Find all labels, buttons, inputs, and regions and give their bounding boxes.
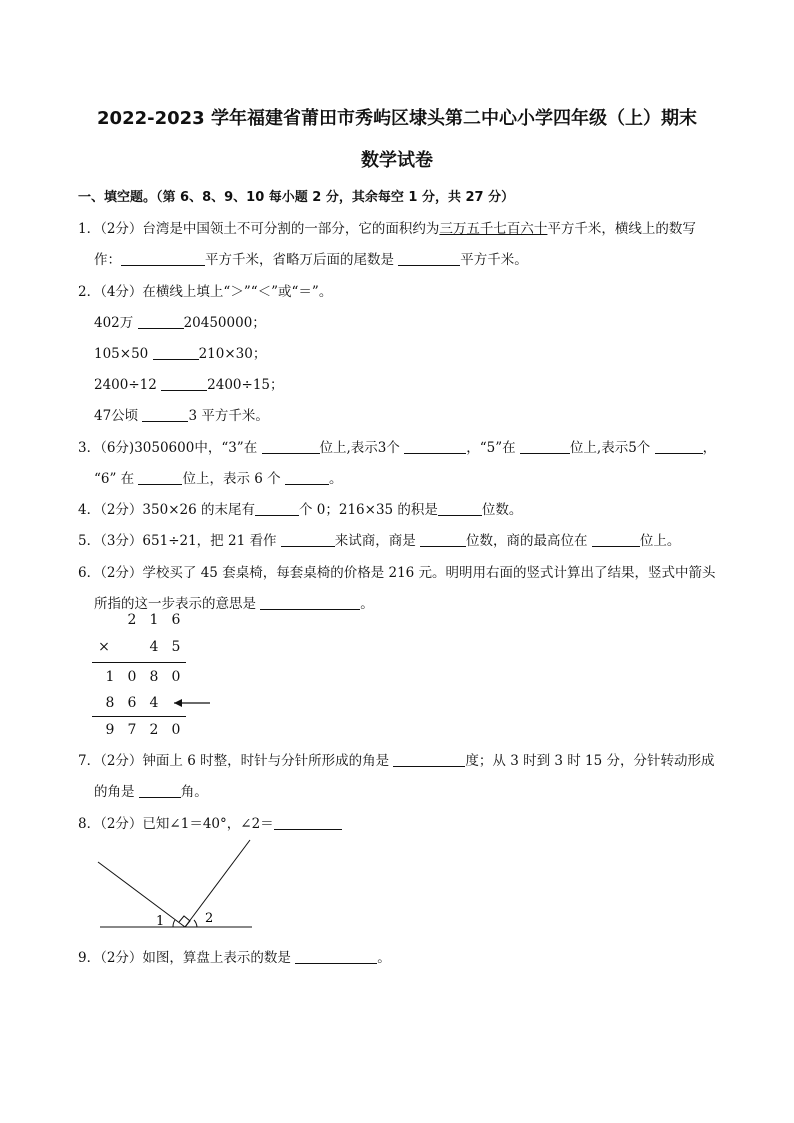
q1-text-c: 作： [94, 252, 121, 268]
ray-right [185, 840, 250, 927]
question-8 [78, 812, 342, 832]
answer-blank[interactable] [438, 502, 482, 517]
answer-blank[interactable] [260, 596, 360, 611]
question-1-line1 [78, 217, 696, 237]
left-arrow-icon [172, 696, 212, 710]
angle-diagram [90, 836, 270, 932]
q3-text-d: 位上,表示5个 [569, 440, 651, 456]
question-1-line2 [94, 248, 528, 268]
q1-text-e: 平方千米。 [460, 252, 528, 268]
q1-text-a: 1．（2分）台湾是中国领土不可分割的一部分，它的面积约为 [78, 221, 440, 237]
calc-digit: 2 [127, 612, 137, 628]
answer-blank[interactable] [398, 252, 460, 267]
answer-blank[interactable] [404, 440, 466, 455]
q2-row1 [94, 311, 266, 331]
q9-text-a: 9．（2分）如图，算盘上表示的数是 [78, 950, 291, 966]
q2-row2 [94, 342, 266, 362]
q5-text-d: 位上。 [639, 533, 681, 549]
q5-text-b: 来试商，商是 [334, 533, 416, 549]
question-2-head: 2．（4分）在横线上填上“＞”“＜”或“＝”。 [78, 284, 333, 300]
answer-blank[interactable] [655, 440, 703, 455]
q3-text-g: 位上，表示 6 个 [182, 471, 281, 487]
q5-text-a: 5．（3分）651÷21，把 21 看作 [78, 533, 277, 549]
q3-text-f: “6” 在 [94, 471, 135, 487]
answer-blank[interactable] [153, 346, 199, 361]
q2-r3-left: 2400÷12 [94, 377, 157, 393]
times-sign: × [98, 639, 110, 655]
calc-digit: 0 [171, 669, 181, 685]
q2-r3-right: 2400÷15； [207, 377, 284, 393]
calc-rule [92, 716, 186, 717]
calc-digit: 6 [127, 695, 137, 711]
answer-blank[interactable] [138, 315, 184, 330]
calc-digit: 8 [149, 669, 159, 685]
q2-r2-left: 105×50 [94, 346, 149, 362]
calc-digit: 7 [127, 722, 137, 738]
ray-left [98, 862, 185, 927]
calc-rule [92, 662, 186, 663]
question-5 [78, 529, 680, 549]
calc-digit: 4 [149, 639, 159, 655]
calc-digit: 2 [149, 722, 159, 738]
vertical-multiplication [92, 608, 212, 748]
calc-digit: 1 [105, 669, 115, 685]
q7-text-a: 7．（2分）钟面上 6 时整，时针与分针所形成的角是 [78, 753, 390, 769]
calc-digit: 8 [105, 695, 115, 711]
question-7-line1 [78, 749, 715, 769]
angle-label-1: 1 [156, 914, 165, 929]
answer-blank[interactable] [420, 533, 466, 548]
right-angle-mark [179, 916, 190, 927]
q3-text-c: ，“5”在 [466, 440, 516, 456]
answer-blank[interactable] [161, 377, 207, 392]
question-6-line1: 6．（2分）学校买了 45 套桌椅，每套桌椅的价格是 216 元。明明用右面的竖式计算出了结果，竖式中箭头 [78, 565, 716, 581]
answer-blank[interactable] [138, 471, 182, 486]
exam-title-line2: 数学试卷 [361, 150, 433, 171]
answer-blank[interactable] [295, 950, 377, 965]
answer-blank[interactable] [255, 502, 299, 517]
answer-blank[interactable] [262, 440, 320, 455]
q2-r1-right: 20450000； [183, 315, 266, 331]
question-3-line1 [78, 436, 716, 456]
section-heading: 一、填空题。（第 6、8、9、10 每小题 2 分，其余每空 1 分，共 27 分） [78, 190, 515, 205]
answer-blank[interactable] [139, 784, 181, 799]
question-7-line2 [94, 780, 208, 800]
answer-blank[interactable] [281, 533, 335, 548]
q2-r1-left: 402万 [94, 315, 134, 331]
q2-r2-right: 210×30； [198, 346, 267, 362]
q1-text-b: 平方千米，横线上的数写 [547, 221, 696, 237]
q7-text-c: 的角是 [94, 784, 135, 800]
exam-title-line1: 2022-2023 学年福建省莆田市秀屿区埭头第二中心小学四年级（上）期末 [97, 108, 697, 129]
answer-blank[interactable] [592, 533, 640, 548]
q1-underlined-number: 三万五千七百六十 [439, 221, 548, 237]
calc-digit: 6 [171, 612, 181, 628]
q3-text-a: 3．（6分)3050600中，“3”在 [78, 440, 258, 456]
calc-digit: 1 [149, 612, 159, 628]
q7-text-d: 角。 [180, 784, 208, 800]
answer-blank[interactable] [393, 753, 465, 768]
angle-2-arc [194, 920, 197, 927]
answer-blank[interactable] [121, 252, 205, 267]
answer-blank[interactable] [142, 408, 188, 423]
q2-row3 [94, 373, 284, 393]
angle-1-arc [173, 920, 175, 927]
q5-text-c: 位数，商的最高位在 [466, 533, 588, 549]
q4-text-a: 4．（2分）350×26 的末尾有 [78, 502, 255, 518]
q6-text-c: 。 [360, 596, 374, 612]
calc-digit: 0 [127, 669, 137, 685]
q4-text-b: 个 0；216×35 的积是 [298, 502, 438, 518]
calc-digit: 4 [149, 695, 159, 711]
q7-text-b: 度；从 3 时到 3 时 15 分，分针转动形成 [465, 753, 715, 769]
angle-label-2: 2 [205, 911, 214, 926]
q3-text-e: ， [702, 440, 717, 456]
calc-digit: 5 [171, 639, 181, 655]
q2-r4-left: 47公顷 [94, 408, 139, 424]
calc-digit: 9 [105, 722, 115, 738]
q9-text-b: 。 [377, 950, 391, 966]
q3-text-h: 。 [328, 471, 343, 487]
question-3-line2 [94, 467, 342, 487]
answer-blank[interactable] [274, 816, 342, 831]
q3-text-b: 位上,表示3个 [319, 440, 400, 456]
q6-text-b: 所指的这一步表示的意思是 [94, 596, 256, 612]
q2-row4 [94, 404, 269, 424]
answer-blank[interactable] [285, 471, 329, 486]
question-4 [78, 498, 522, 518]
q1-text-d: 平方千米，省略万后面的尾数是 [205, 252, 394, 268]
answer-blank[interactable] [520, 440, 570, 455]
q4-text-c: 位数。 [481, 502, 523, 518]
question-9 [78, 946, 391, 966]
q8-text-a: 8．（2分）已知∠1＝40°，∠2＝ [78, 816, 274, 832]
calc-digit: 0 [171, 722, 181, 738]
q2-r4-right: 3 平方千米。 [188, 408, 269, 424]
